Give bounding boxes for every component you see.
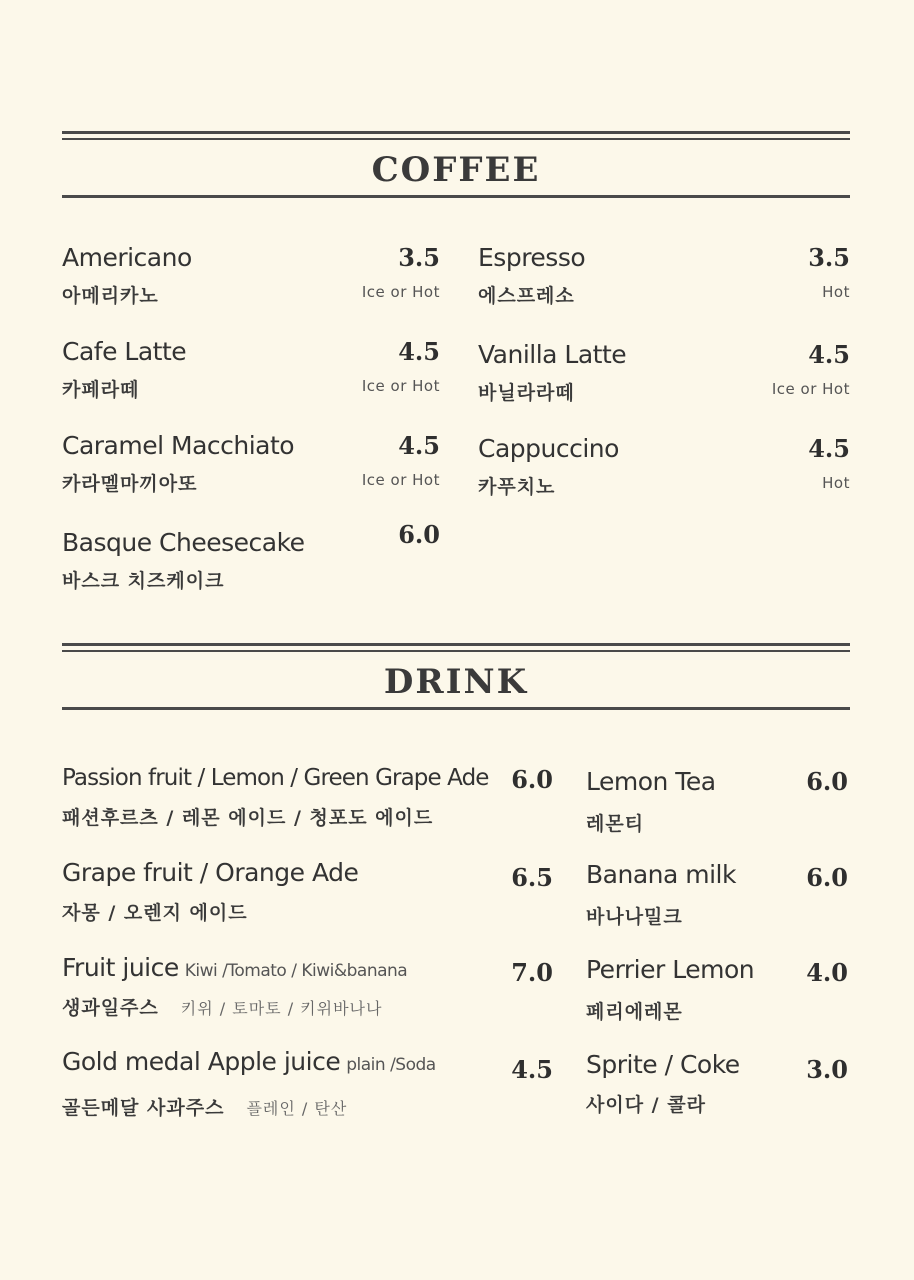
item-name-korean: 카라멜마끼아또 — [62, 473, 198, 495]
item-price: 6.0 — [806, 863, 848, 892]
menu-item-cafe-latte — [62, 337, 440, 407]
item-price: 4.5 — [398, 431, 440, 460]
item-name — [62, 1047, 436, 1076]
item-temperature-note: Hot — [822, 474, 850, 492]
item-price: 4.5 — [511, 1055, 553, 1084]
menu-item-grapefruit-orange-ade — [62, 858, 553, 930]
item-temperature-note: Ice or Hot — [361, 377, 440, 395]
item-name: Perrier Lemon — [586, 955, 755, 984]
item-name-korean: 바나나밀크 — [586, 906, 683, 928]
coffee-top-rule-1 — [62, 131, 850, 134]
item-name-korean — [62, 1093, 347, 1120]
item-name-korean: 페리에레몬 — [586, 1001, 683, 1023]
item-price: 4.5 — [808, 340, 850, 369]
item-name: Sprite / Coke — [586, 1050, 740, 1079]
menu-item-fruit-juice — [62, 953, 553, 1025]
item-name: Americano — [62, 243, 192, 272]
menu-item-perrier-lemon — [586, 955, 848, 1027]
item-name: Vanilla Latte — [478, 340, 627, 369]
item-temperature-note: Ice or Hot — [361, 471, 440, 489]
item-name-main: Fruit juice — [62, 953, 179, 982]
item-price: 7.0 — [511, 958, 553, 987]
menu-item-ade-set — [62, 765, 553, 837]
item-name-korean: 아메리카노 — [62, 285, 159, 307]
menu-item-cappuccino — [478, 434, 850, 504]
item-temperature-note: Ice or Hot — [361, 283, 440, 301]
item-name: Lemon Tea — [586, 767, 716, 796]
item-name-korean: 사이다 / 콜라 — [586, 1094, 706, 1116]
item-temperature-note: Hot — [822, 283, 850, 301]
item-price: 6.0 — [806, 767, 848, 796]
item-name-korean: 패션후르츠 / 레몬 에이드 / 청포도 에이드 — [62, 807, 434, 829]
menu-item-basque-cheesecake — [62, 520, 440, 595]
menu-item-vanilla-latte — [478, 340, 850, 410]
item-name-korean — [62, 993, 382, 1020]
item-price: 4.5 — [398, 337, 440, 366]
menu-item-espresso — [478, 243, 850, 313]
menu-item-sprite-coke — [586, 1050, 848, 1122]
item-name: Cafe Latte — [62, 337, 187, 366]
item-price: 3.5 — [808, 243, 850, 272]
item-name-korean: 바닐라라떼 — [478, 382, 575, 404]
menu-item-americano — [62, 243, 440, 313]
menu-item-caramel-macchiato — [62, 431, 440, 501]
item-name-korean: 자몽 / 오렌지 에이드 — [62, 902, 248, 924]
item-options: Kiwi /Tomato / Kiwi&banana — [184, 961, 408, 981]
item-options-korean: 키위 / 토마토 / 키위바나나 — [180, 999, 383, 1018]
item-name-main: Gold medal Apple juice — [62, 1047, 341, 1076]
item-price: 3.5 — [398, 243, 440, 272]
item-name-korean-main: 골든메달 사과주스 — [62, 1097, 225, 1119]
item-price: 4.5 — [808, 434, 850, 463]
item-name: Banana milk — [586, 860, 736, 889]
item-temperature-note: Ice or Hot — [771, 380, 850, 398]
menu-item-lemon-tea — [586, 767, 848, 839]
item-name: Cappuccino — [478, 434, 619, 463]
item-name — [62, 953, 407, 982]
item-price: 6.5 — [511, 863, 553, 892]
item-options-korean: 플레인 / 탄산 — [246, 1099, 348, 1118]
item-name: Passion fruit / Lemon / Green Grape Ade — [62, 765, 489, 791]
item-options: plain /Soda — [346, 1055, 436, 1075]
coffee-bottom-rule — [62, 195, 850, 198]
item-name: Grape fruit / Orange Ade — [62, 858, 359, 887]
item-name: Caramel Macchiato — [62, 431, 295, 460]
item-name-korean: 카페라떼 — [62, 379, 140, 401]
item-price: 6.0 — [511, 765, 553, 794]
drink-top-rule-2 — [62, 650, 850, 652]
drink-top-rule-1 — [62, 643, 850, 646]
item-name-korean: 에스프레소 — [478, 285, 575, 307]
coffee-top-rule-2 — [62, 138, 850, 140]
item-price: 4.0 — [806, 958, 848, 987]
drink-section-title: DRINK — [383, 662, 529, 702]
item-name-korean: 바스크 치즈케이크 — [62, 570, 225, 592]
coffee-section-title: COFFEE — [371, 150, 541, 190]
menu-item-banana-milk — [586, 860, 848, 932]
item-price: 3.0 — [806, 1055, 848, 1084]
item-name-korean-main: 생과일주스 — [62, 997, 159, 1019]
drink-bottom-rule — [62, 707, 850, 710]
item-name: Espresso — [478, 243, 586, 272]
item-name-korean: 카푸치노 — [478, 476, 556, 498]
menu-item-gold-medal-apple-juice — [62, 1047, 553, 1119]
item-name: Basque Cheesecake — [62, 528, 305, 557]
item-price: 6.0 — [398, 520, 440, 549]
item-name-korean: 레몬티 — [586, 813, 645, 835]
